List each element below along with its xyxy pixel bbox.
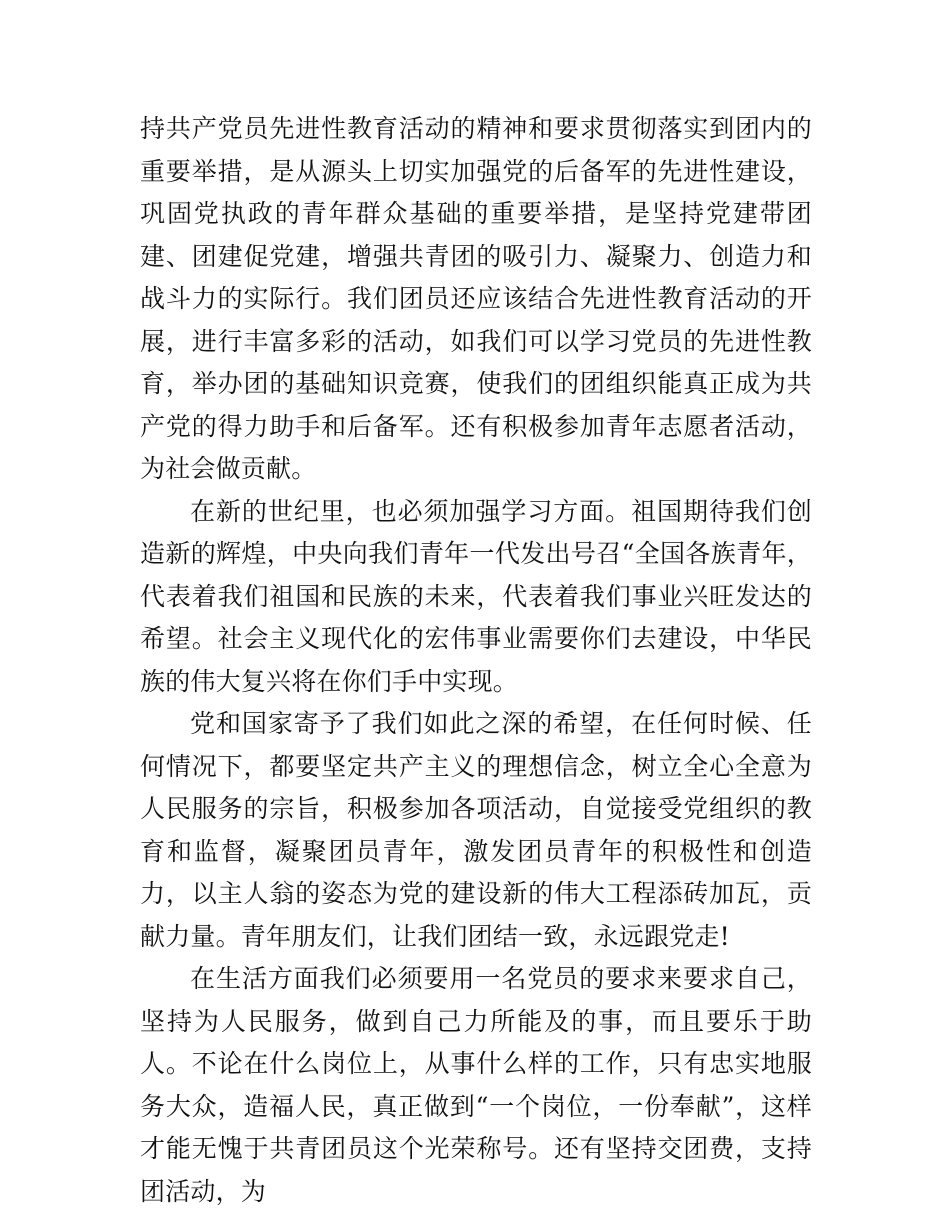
paragraph-hope: 党和国家寄予了我们如此之深的希望，在任何时候、任何情况下，都要坚定共产主义的理想信念，树立全心全意为人民服务的宗旨，积极参加各项活动，自觉接受党组织的教育和监督，凝聚团员青年，激发团员青年的积极性和创造力，以主人翁的姿态为党的建设新的伟大工程添砖加瓦，贡献力量。青年朋友们，让我们团结一致，永远跟党走!	[140, 709, 812, 951]
document-body	[140, 108, 812, 1213]
paragraph-life: 在生活方面我们必须要用一名党员的要求来要求自己，坚持为人民服务，做到自己力所能及的事，而且要乐于助人。不论在什么岗位上，从事什么样的工作，只有忠实地服务大众，造福人民，真正做到“一个岗位，一份奉献”，这样才能无愧于共青团员这个光荣称号。还有坚持交团费，支持团活动，为	[140, 964, 812, 1206]
paragraph-continued: 持共产党员先进性教育活动的精神和要求贯彻落实到团内的重要举措，是从源头上切实加强党的后备军的先进性建设，巩固党执政的青年群众基础的重要举措，是坚持党建带团建、团建促党建，增强共青团的吸引力、凝聚力、创造力和战斗力的实际行。我们团员还应该结合先进性教育活动的开展，进行丰富多彩的活动，如我们可以学习党员的先进性教育，举办团的基础知识竞赛，使我们的团组织能真正成为共产党的得力助手和后备军。还有积极参加青年志愿者活动，为社会做贡献。	[140, 114, 812, 483]
paragraph-study: 在新的世纪里，也必须加强学习方面。祖国期待我们创造新的辉煌，中央向我们青年一代发出号召“全国各族青年，代表着我们祖国和民族的未来，代表着我们事业兴旺发达的希望。社会主义现代化的宏伟事业需要你们去建设，中华民族的伟大复兴将在你们手中实现。	[140, 496, 812, 696]
